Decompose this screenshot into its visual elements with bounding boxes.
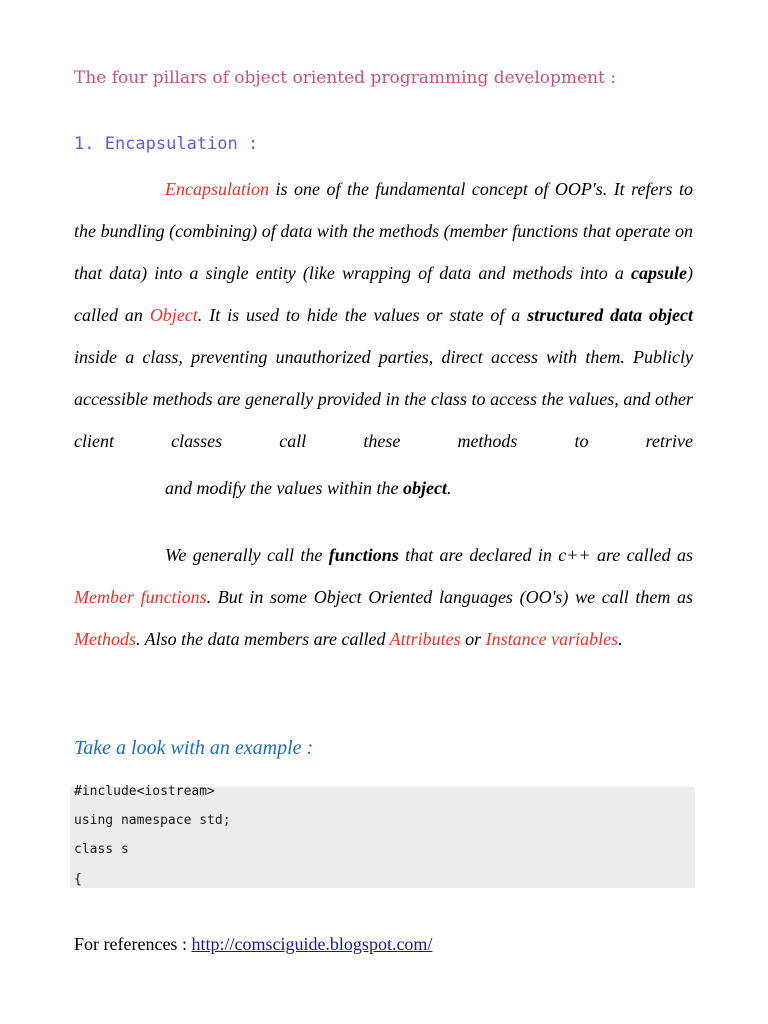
text-span: or xyxy=(460,629,486,649)
text-span: ) called an xyxy=(74,263,693,325)
term-structured-data-object: structured data object xyxy=(527,305,694,325)
references-label: For references : xyxy=(74,934,192,954)
text-span: We generally call the xyxy=(165,545,329,565)
code-line: using namespace std; xyxy=(74,813,231,828)
text-span: . xyxy=(446,478,452,498)
term-instance-variables: Instance variables xyxy=(485,629,619,649)
code-line: class s xyxy=(74,842,129,857)
code-line: { xyxy=(74,872,82,887)
text-span: that are declared in c++ are called as xyxy=(398,545,693,565)
term-attributes: Attributes xyxy=(389,629,461,649)
references-link[interactable]: http://comsciguide.blogspot.com/ xyxy=(191,934,433,954)
text-span: and modify the values within the xyxy=(165,478,403,498)
text-span: . But in some Object Oriented languages (OO's) we call them as xyxy=(206,587,693,607)
term-encapsulation: Encapsulation xyxy=(165,179,269,199)
term-object-bold: object xyxy=(402,478,447,498)
member-functions-paragraph xyxy=(74,534,693,660)
code-line: #include<iostream> xyxy=(74,784,215,799)
text-span: . Also the data members are called xyxy=(136,629,390,649)
code-block xyxy=(70,784,695,888)
example-heading: Take a look with an example : xyxy=(74,737,314,759)
term-object: Object xyxy=(149,305,198,325)
term-functions: functions xyxy=(328,545,399,565)
references-line xyxy=(74,934,432,955)
term-capsule: capsule xyxy=(631,263,687,283)
encapsulation-paragraph xyxy=(74,168,693,509)
term-member-functions: Member functions xyxy=(74,587,207,607)
term-methods: Methods xyxy=(74,629,136,649)
section-title: 1. Encapsulation : xyxy=(74,134,259,154)
last-line xyxy=(74,467,451,509)
document-heading: The four pillars of object oriented programming development : xyxy=(74,68,617,88)
text-span: . It is used to hide the values or state of a xyxy=(197,305,528,325)
text-span: inside a class, preventing unauthorized parties, direct access with them. Publicly accessible methods are generally provided in the class to access the values, and other client classes call these methods to retrive xyxy=(74,347,693,451)
text-span: . xyxy=(618,629,623,649)
text-span: is one of the fundamental concept of OOP's. It refers to the bundling (combining) of data with the methods (member functions that operate on that data) into a single entity (like wrapping of data and methods into a xyxy=(74,179,693,283)
